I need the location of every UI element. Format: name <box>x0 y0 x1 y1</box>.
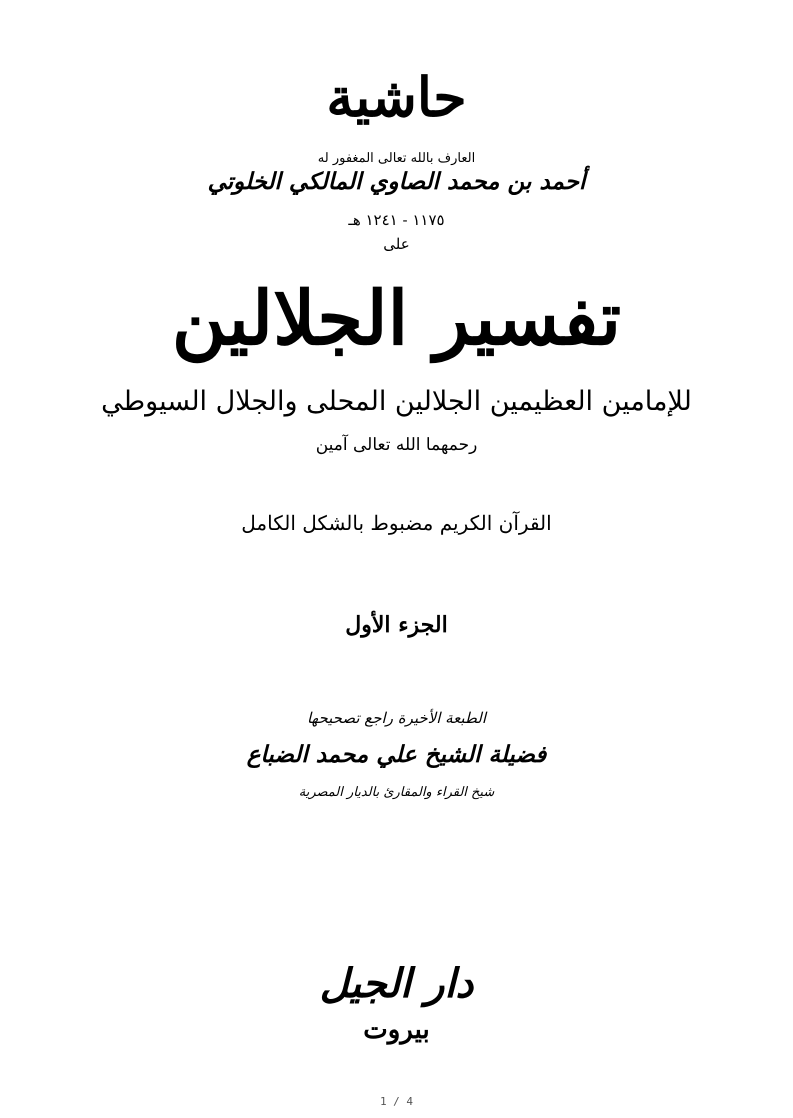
page-indicator: 1 / 4 <box>379 1095 414 1108</box>
imams-line: للإمامين العظيمين الجلالين المحلى والجلال السيوطي <box>101 386 692 417</box>
volume-label: الجزء الأول <box>345 612 448 638</box>
author-dates: ١١٧٥ - ١٢٤١ هـ <box>348 211 445 229</box>
quran-note: القرآن الكريم مضبوط بالشكل الكامل <box>241 511 552 535</box>
edition-note: الطبعة الأخيرة راجع تصحيحها <box>306 709 487 727</box>
on-word: على <box>383 235 410 253</box>
author-name: أحمد بن محمد الصاوي المالكي الخلوتي <box>207 168 586 195</box>
publisher-name: دار الجيل <box>319 960 474 1007</box>
publisher-city: بيروت <box>363 1015 430 1045</box>
title: حاشية <box>326 65 467 129</box>
author-prefix: العارف بالله تعالى المغفور له <box>317 151 476 166</box>
editor-title: شيخ القراء والمقارئ بالديار المصرية <box>298 785 495 800</box>
editor-name: فضيلة الشيخ علي محمد الضباع <box>246 741 547 768</box>
prayer-line: رحمهما الله تعالى آمين <box>315 435 478 455</box>
book-title: تفسير الجلالين <box>171 276 622 362</box>
